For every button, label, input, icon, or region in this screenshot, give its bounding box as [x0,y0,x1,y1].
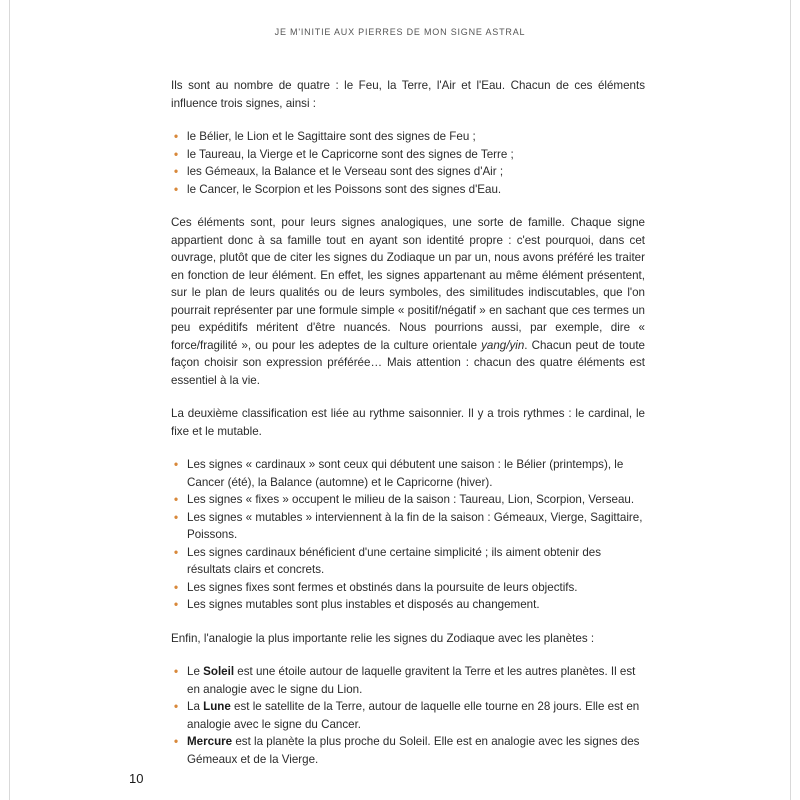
list-item-text: est une étoile autour de laquelle gravitent la Terre et les autres planètes. Il est en analogie avec le signe du Lion. [187,665,636,696]
rhythm-paragraph: La deuxième classification est liée au rythme saisonnier. Il y a trois rythmes : le cardinal, le fixe et le mutable. [171,407,645,438]
bullet-icon: • [174,735,179,748]
list-item-text: le Bélier, le Lion et le Sagittaire sont des signes de Feu ; [187,130,476,143]
planet-name: Soleil [203,665,235,678]
planets-list [171,663,645,768]
planets-paragraph: Enfin, l'analogie la plus importante relie les signes du Zodiaque avec les planètes : [171,631,595,645]
bullet-icon: • [174,165,179,178]
list-item-text: Les signes mutables sont plus instables et disposés au changement. [187,598,540,611]
list-item [171,579,645,597]
list-item [171,544,645,579]
yang-yin-term: yang/yin [481,338,525,352]
intro-paragraph: Ils sont au nombre de quatre : le Feu, la Terre, l'Air et l'Eau. Chacun de ces éléments influence trois signes, ainsi : [171,79,645,110]
bullet-icon: • [174,598,179,611]
planet-name: Lune [203,700,231,713]
list-item-text: Les signes fixes sont fermes et obstinés dans la poursuite de leurs objectifs. [187,580,578,594]
list-item-text: est la planète la plus proche du Soleil. Elle est en analogie avec les signes des Gémeaux et de la Vierge. [187,735,640,766]
bullet-icon: • [174,510,179,524]
book-page [9,0,791,800]
page-number: 10 [129,771,144,786]
elements-list [171,128,645,198]
bullet-icon: • [174,665,179,678]
list-item-prefix: Le [187,665,204,678]
list-item-text: le Taureau, la Vierge et le Capricorne sont des signes de Terre ; [187,147,514,161]
list-item-text: est le satellite de la Terre, autour de laquelle elle tourne en 28 jours. Elle est en analogie avec le signe du Cancer. [187,700,640,731]
list-item [171,733,645,768]
list-item [171,596,645,614]
bullet-icon: • [174,147,179,161]
bullet-icon: • [174,700,179,713]
running-header: JE M'INITIE AUX PIERRES DE MON SIGNE ASTRAL [274,27,526,37]
family-paragraph [171,214,645,389]
list-item-text: Les signes « fixes » occupent le milieu de la saison : Taureau, Lion, Scorpion, Verseau. [187,493,635,506]
bullet-icon: • [174,130,179,143]
list-item-text: Les signes cardinaux bénéficient d'une certaine simplicité ; ils aiment obtenir des résultats clairs et concrets. [187,545,602,576]
list-item [171,663,645,698]
list-item-prefix: La [187,700,204,713]
planet-name: Mercure [187,735,233,748]
list-item [171,509,645,544]
list-item [171,146,645,164]
list-item [171,456,645,491]
bullet-icon: • [174,458,179,471]
list-item [171,128,645,146]
list-item [171,181,645,199]
bullet-icon: • [174,580,179,594]
list-item [171,491,645,509]
bullet-icon: • [174,182,179,196]
bullet-icon: • [174,545,179,559]
list-item-text: les Gémeaux, la Balance et le Verseau sont des signes d'Air ; [187,165,504,178]
list-item-text: Les signes « mutables » interviennent à la fin de la saison : Gémeaux, Vierge, Sagittaire, Poissons. [187,510,643,541]
list-item-text: le Cancer, le Scorpion et les Poissons sont des signes d'Eau. [187,182,502,196]
family-paragraph-start: Ces éléments sont, pour leurs signes analogiques, une sorte de famille. Chaque signe appartient donc à sa famille tout en ayant son identité propre : c'est pourquoi, dans cet ouvrage, plutôt que de citer les signes du Zodiaque un par un, nous avons préféré les traiter en fonction de leur élément. En effet, les signes appartenant au même élément présentent, sur le plan de leurs qualités ou de leurs symboles, des similitudes indiscutables, que l'on pourrait représenter par une formule simple « positif/négatif » en sachant que ces termes un peu expéditifs méritent d'être nuancés. Nous pourrions aussi, par exemple, dire « force/fragilité », ou pour les adeptes de la culture orientale [171,216,645,352]
list-item [171,163,645,181]
rhythms-list [171,456,645,614]
page-body [171,77,645,784]
bullet-icon: • [174,493,179,506]
family-paragraph-end: . Chacun peut de toute façon choisir son expression préférée… Mais attention : chacun des quatre éléments est essentiel à la vie. [171,338,645,387]
list-item-text: Les signes « cardinaux » sont ceux qui débutent une saison : le Bélier (printemps), le Cancer (été), la Balance (automne) et le Capricorne (hiver). [187,458,624,489]
list-item [171,698,645,733]
